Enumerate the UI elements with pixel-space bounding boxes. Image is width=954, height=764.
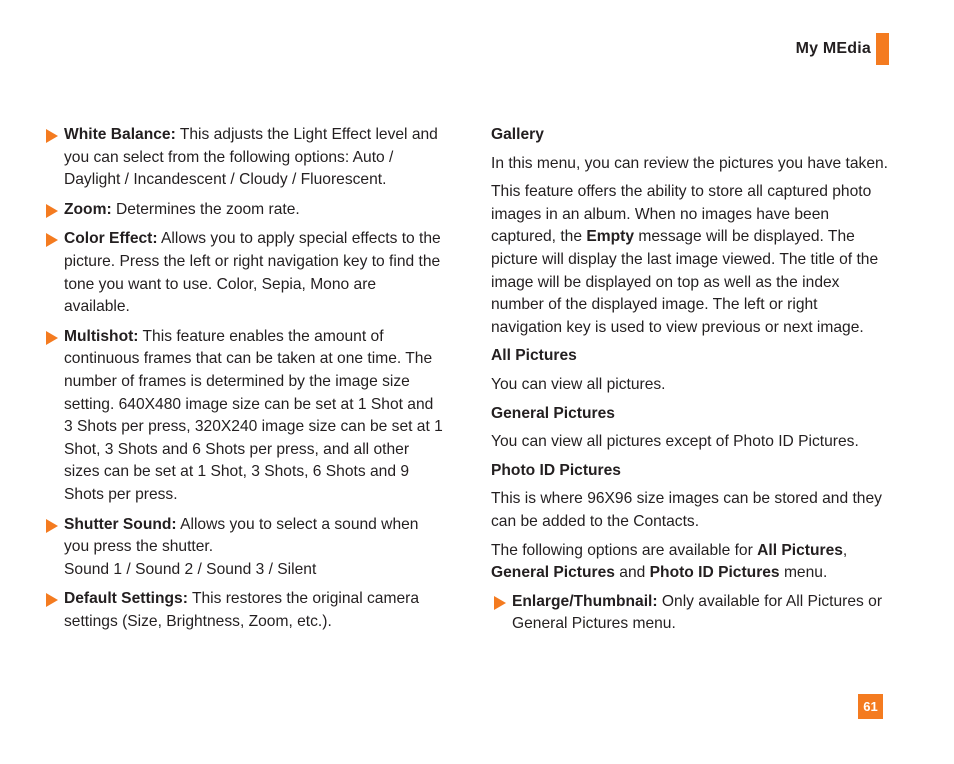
photo-id-heading: Photo ID Pictures	[491, 461, 621, 479]
text-run: The following options are available for	[491, 541, 758, 559]
general-pictures-heading: General Pictures	[491, 404, 615, 422]
list-item-color-effect	[46, 228, 444, 318]
page-header	[796, 33, 889, 65]
item-text: This feature enables the amount of continuous frames that can be taken at one time. The number of frames is determined by the image size setting. 640X480 image size can be set at 1 Shot and 3 Shots per press, 320X240 image size can be set at 1 Shot, 3 Shots and 6 Shots per press, and all other sizes can be set at 1 Shot, 3 Shots, 6 Shots and 9 Shots per press.	[64, 327, 443, 503]
general-pictures-text: You can view all pictures except of Photo ID Pictures.	[491, 433, 859, 451]
text-run: This feature offers the ability to store all captured photo images in an album. When no images have been captured, the	[491, 183, 872, 246]
list-item-zoom	[46, 199, 444, 222]
gallery-intro: In this menu, you can review the pictures you have taken.	[491, 154, 888, 172]
text-run: ,	[842, 541, 848, 559]
item-text: Allows you to select a sound when you press the shutter.	[64, 515, 419, 556]
photo-id-keyword: Photo ID Pictures	[649, 564, 780, 582]
item-term: Shutter Sound:	[64, 515, 177, 533]
all-pictures-heading: All Pictures	[491, 347, 577, 365]
general-pictures-keyword: General Pictures	[491, 564, 615, 582]
item-options: Sound 1 / Sound 2 / Sound 3 / Silent	[64, 560, 317, 578]
item-text: Determines the zoom rate.	[111, 200, 300, 218]
list-item-white-balance	[46, 124, 444, 192]
left-column	[46, 124, 444, 640]
bullet-arrow-icon	[46, 204, 58, 218]
text-run: and	[614, 564, 650, 582]
item-term: White Balance:	[64, 126, 176, 143]
list-item-default-settings	[46, 588, 444, 633]
section-tab-marker	[876, 33, 889, 65]
options-note	[491, 540, 891, 585]
bullet-arrow-icon	[494, 596, 506, 610]
all-pictures-keyword: All Pictures	[757, 541, 843, 559]
photo-id-text: This is where 96X96 size images can be stored and they can be added to the Contacts.	[491, 490, 882, 530]
item-text: This adjusts the Light Effect level and you can select from the following options: Auto / Daylight / Incandescent / Cloudy / Fluorescent.	[64, 126, 438, 189]
right-column	[491, 124, 891, 643]
item-term: Color Effect:	[64, 230, 158, 248]
bullet-arrow-icon	[46, 519, 58, 533]
text-run: menu.	[779, 564, 828, 582]
item-term: Enlarge/Thumbnail:	[512, 592, 658, 610]
all-pictures-text: You can view all pictures.	[491, 375, 666, 393]
item-term: Multishot:	[64, 327, 139, 345]
bullet-arrow-icon	[46, 331, 58, 345]
item-text: Allows you to apply special effects to the picture. Press the left or right navigation key to find the tone you want to use. Color, Sepia, Mono are available.	[64, 230, 441, 316]
item-term: Zoom:	[64, 200, 112, 218]
gallery-heading: Gallery	[491, 126, 544, 143]
empty-keyword: Empty	[586, 228, 635, 246]
section-title: My MEdia	[795, 40, 871, 57]
text-run: message will be displayed. The picture will display the last image viewed. The title of the image will be displayed on top as well as the index number of the displayed image. The left or right navigation key is used to view previous or next image.	[491, 228, 879, 336]
list-item-enlarge-thumbnail	[494, 591, 891, 636]
bullet-arrow-icon	[46, 593, 58, 607]
gallery-description	[491, 181, 891, 339]
list-item-shutter-sound	[46, 514, 444, 582]
bullet-arrow-icon	[46, 233, 58, 247]
page-number-badge: 61	[858, 694, 883, 719]
item-term: Default Settings:	[64, 590, 188, 608]
list-item-multishot	[46, 326, 444, 507]
item-text: Only available for All Pictures or General Pictures menu.	[512, 592, 883, 633]
item-text: This restores the original camera settings (Size, Brightness, Zoom, etc.).	[64, 590, 420, 630]
bullet-arrow-icon	[46, 129, 58, 143]
